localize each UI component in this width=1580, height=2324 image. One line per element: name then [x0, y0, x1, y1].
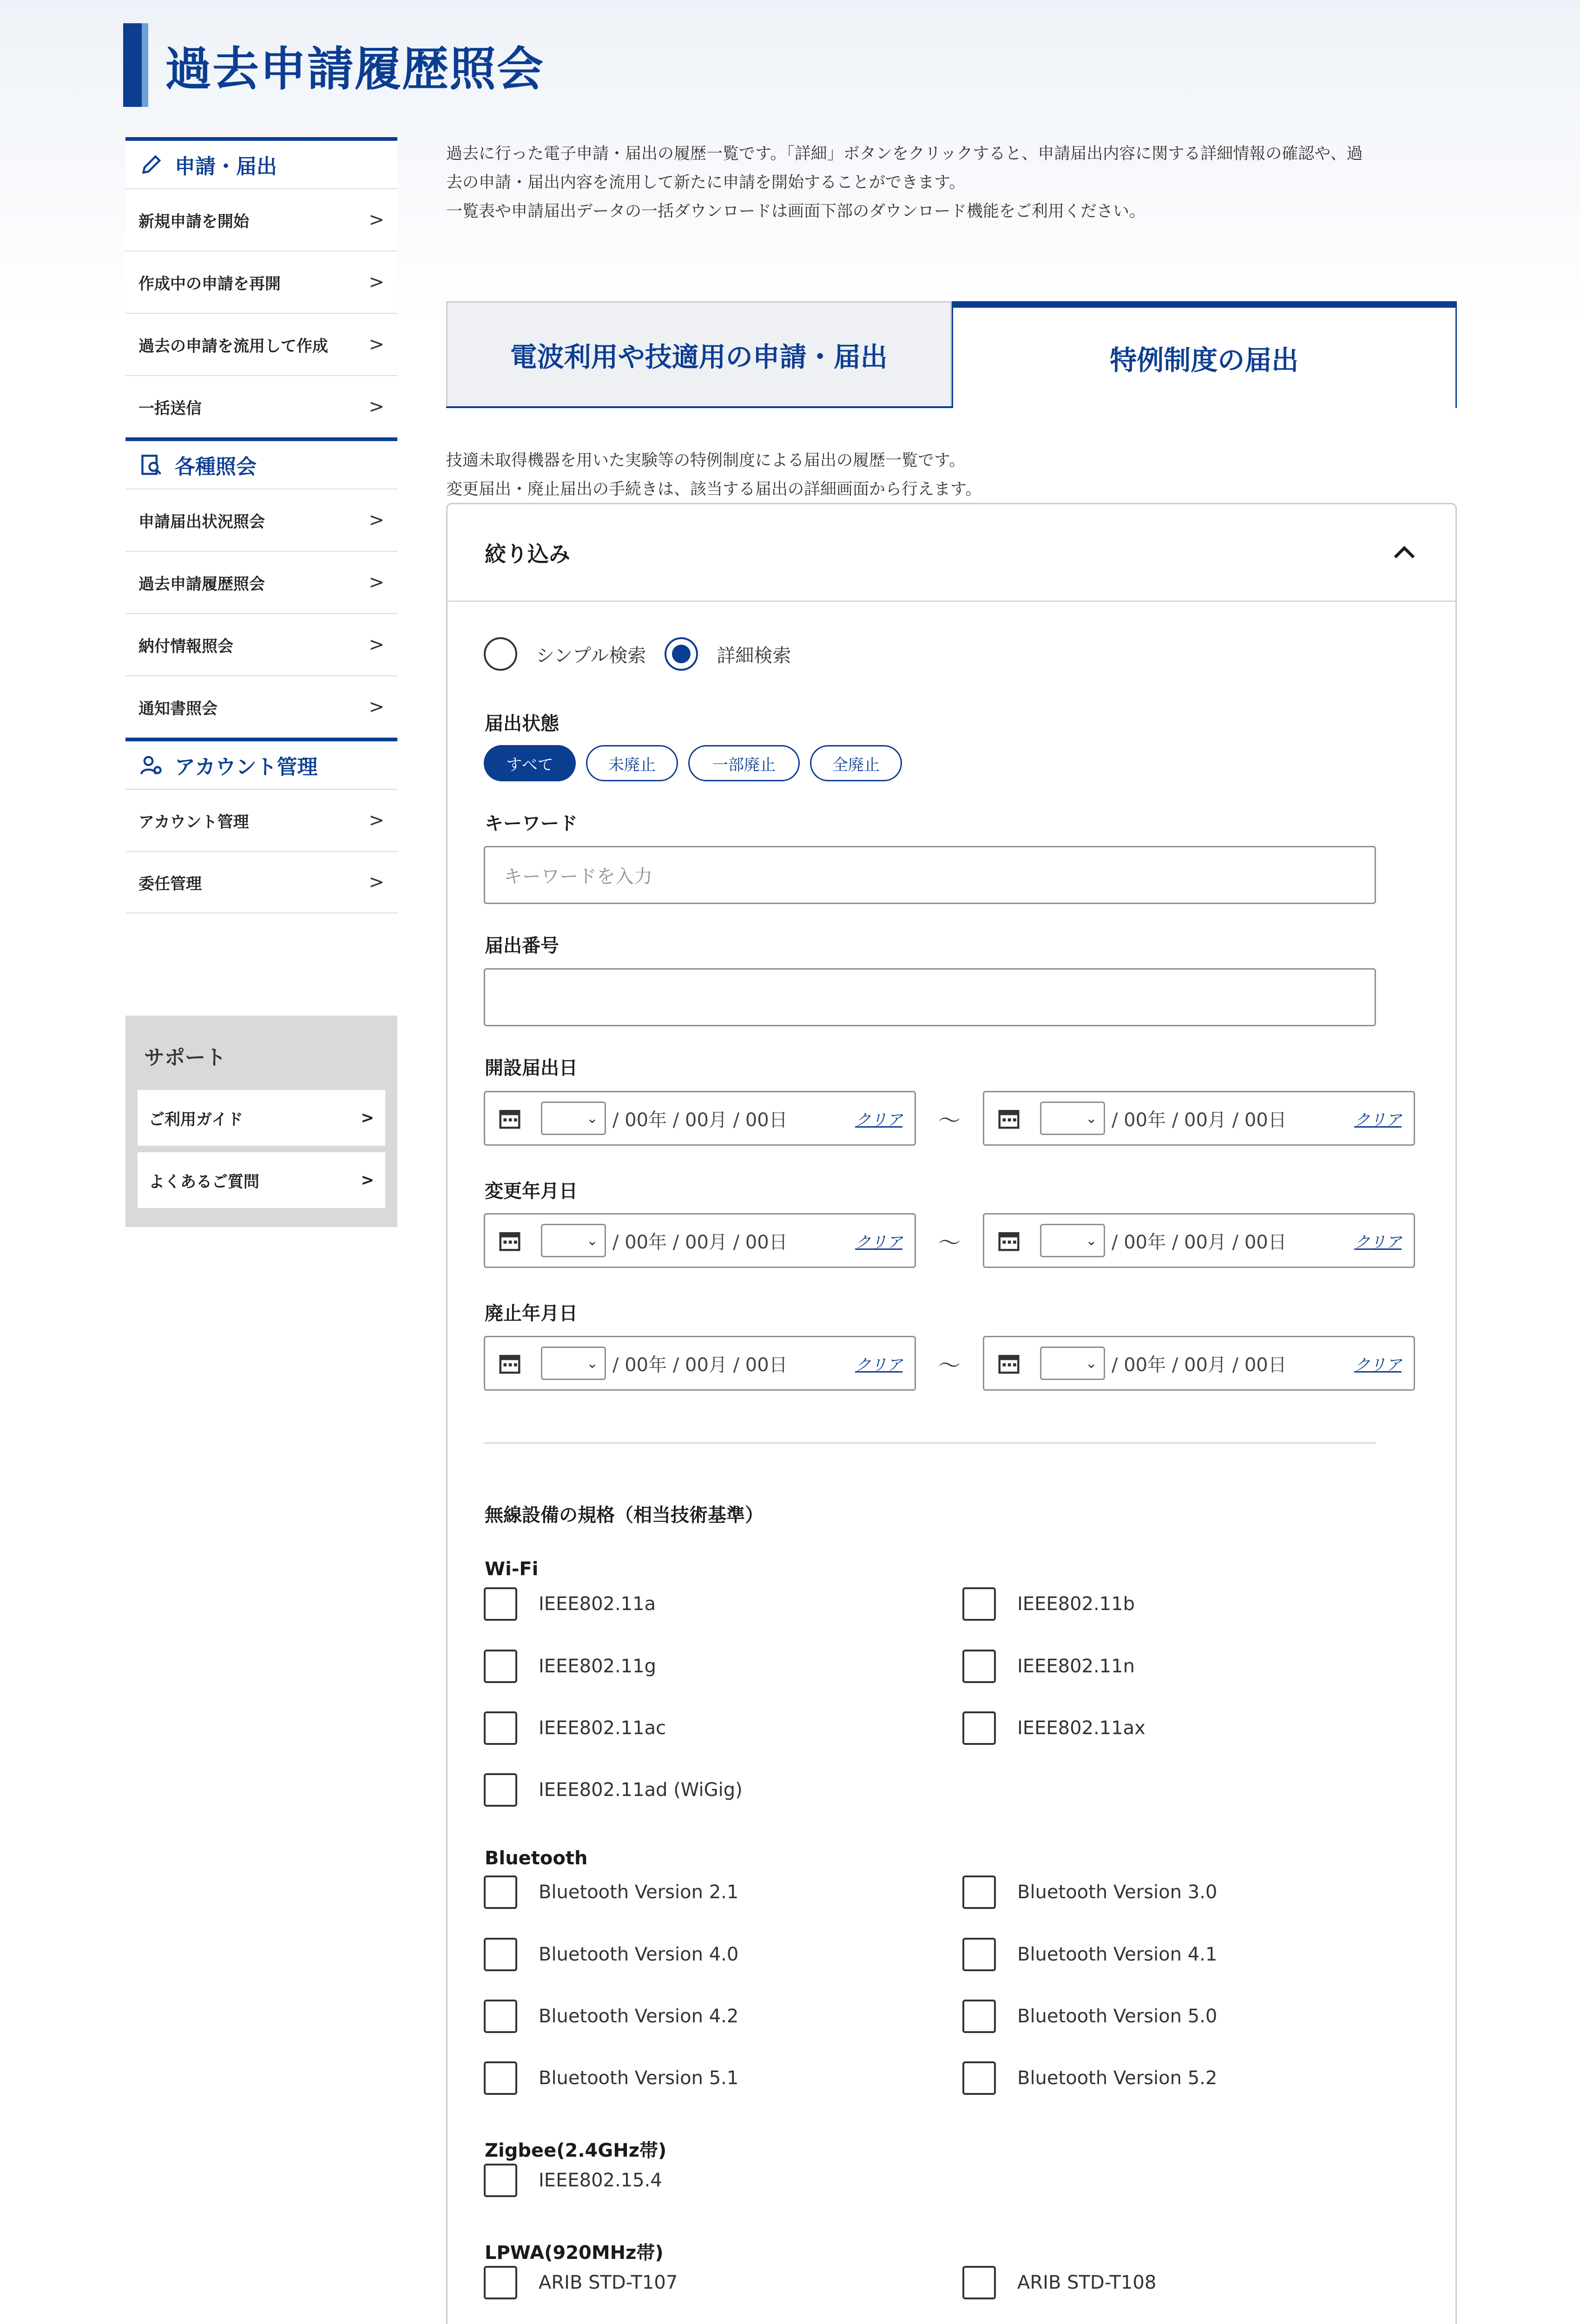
- year-select[interactable]: [541, 1347, 606, 1380]
- sidebar-item-delegation[interactable]: [125, 851, 397, 913]
- radio-detail-search[interactable]: [665, 637, 698, 671]
- chevron-down-icon: ⌄: [1085, 1110, 1098, 1127]
- date-open-from[interactable]: [484, 1091, 916, 1146]
- checkbox-label: ARIB STD-T108: [1017, 2272, 1157, 2293]
- checkbox-label: IEEE802.11g: [539, 1656, 656, 1677]
- tab-bar: [446, 301, 1457, 408]
- chevron-right-icon: >: [369, 209, 384, 231]
- sidebar-item-status-inquiry[interactable]: [125, 489, 397, 551]
- status-chips: [484, 745, 902, 781]
- year-select[interactable]: [1040, 1102, 1105, 1135]
- support-item-label: よくあるご質問: [149, 1172, 259, 1191]
- sidebar: [125, 137, 397, 913]
- date-change-from[interactable]: [484, 1213, 916, 1268]
- sidebar-item-label: 納付情報照会: [138, 637, 233, 656]
- support-item-faq[interactable]: [138, 1152, 385, 1208]
- date-abolish-to[interactable]: [983, 1336, 1415, 1391]
- checkbox-label: IEEE802.11ac: [539, 1717, 666, 1739]
- checkbox[interactable]: [484, 1650, 517, 1683]
- sidebar-section-account: [125, 738, 397, 789]
- year-select[interactable]: [541, 1224, 606, 1257]
- clear-link[interactable]: クリア: [1354, 1233, 1402, 1252]
- year-select[interactable]: [1040, 1224, 1105, 1257]
- checkbox[interactable]: [484, 1587, 517, 1621]
- radio-simple-search[interactable]: [484, 637, 517, 671]
- support-item-label: ご利用ガイド: [149, 1110, 243, 1129]
- checkbox-label: Bluetooth Version 2.1: [539, 1882, 739, 1903]
- number-label: 届出番号: [485, 935, 559, 957]
- checkbox[interactable]: [962, 1650, 996, 1683]
- page-header: [123, 23, 544, 107]
- sidebar-item-reuse[interactable]: [125, 313, 397, 375]
- year-select[interactable]: [541, 1102, 606, 1135]
- checkbox[interactable]: [962, 2266, 996, 2299]
- search-document-icon: [139, 453, 164, 477]
- search-mode: [484, 637, 791, 671]
- checkbox-row[interactable]: [484, 1711, 666, 1745]
- chevron-up-icon[interactable]: [1390, 539, 1418, 567]
- sidebar-item-account[interactable]: [125, 789, 397, 851]
- keyword-label: キーワード: [485, 813, 578, 834]
- date-abolish-label: 廃止年月日: [485, 1303, 578, 1324]
- chip-partially-abolished[interactable]: 一部廃止: [688, 745, 800, 781]
- tab-description: [446, 446, 1457, 504]
- group-label-wifi: Wi-Fi: [485, 1558, 539, 1580]
- account-gear-icon: [139, 753, 164, 777]
- year-select[interactable]: [1040, 1347, 1105, 1380]
- clear-link[interactable]: クリア: [855, 1233, 902, 1252]
- checkbox-label: Bluetooth Version 5.2: [1017, 2067, 1218, 2089]
- checkbox[interactable]: [962, 1587, 996, 1621]
- tab-radio-application[interactable]: 電波利用や技適用の申請・届出: [446, 301, 952, 406]
- clear-link[interactable]: クリア: [1354, 1110, 1402, 1129]
- radio-detail-label: 詳細検索: [717, 645, 791, 667]
- range-separator: 〜: [938, 1352, 961, 1379]
- chevron-down-icon: ⌄: [586, 1355, 598, 1372]
- intro-line: 一覧表や申請届出データの一括ダウンロードは画面下部のダウンロード機能をご利用ください。: [446, 202, 1146, 221]
- date-placeholder: / 00年 / 00月 / 00日: [1112, 1231, 1287, 1253]
- sidebar-item-label: 通知書照会: [138, 699, 217, 718]
- chevron-right-icon: >: [369, 810, 384, 831]
- number-input[interactable]: [484, 968, 1376, 1026]
- divider: [484, 1442, 1376, 1444]
- chevron-right-icon: >: [369, 334, 384, 355]
- chevron-right-icon: >: [361, 1109, 374, 1127]
- checkbox-label: Bluetooth Version 4.0: [539, 1944, 739, 1965]
- sidebar-item-label: 新規申請を開始: [138, 212, 249, 231]
- date-open-to[interactable]: [983, 1091, 1415, 1146]
- standards-title: 無線設備の規格（相当技術基準）: [485, 1505, 764, 1526]
- pencil-icon: [139, 152, 164, 177]
- chevron-down-icon: ⌄: [1085, 1355, 1098, 1372]
- checkbox-row[interactable]: [484, 2164, 662, 2197]
- checkbox-label: IEEE802.11n: [1017, 1656, 1135, 1677]
- chip-not-abolished[interactable]: 未廃止: [586, 745, 678, 781]
- checkbox[interactable]: [962, 2061, 996, 2095]
- clear-link[interactable]: クリア: [855, 1110, 902, 1129]
- tab-description-line: 変更届出・廃止届出の手続きは、該当する届出の詳細画面から行えます。: [446, 480, 982, 499]
- group-label-bluetooth: Bluetooth: [485, 1848, 588, 1869]
- checkbox[interactable]: [484, 1875, 517, 1909]
- support-item-guide[interactable]: [138, 1090, 385, 1146]
- intro-text: [446, 139, 1459, 226]
- chevron-right-icon: >: [369, 634, 384, 655]
- checkbox-label: Bluetooth Version 4.1: [1017, 1944, 1218, 1965]
- date-placeholder: / 00年 / 00月 / 00日: [612, 1231, 788, 1253]
- checkbox[interactable]: [962, 1875, 996, 1909]
- chip-all[interactable]: すべて: [484, 745, 576, 781]
- intro-line: 過去に行った電子申請・届出の履歴一覧です。「詳細」ボタンをクリックすると、申請届出内容に関する詳細情報の確認や、過: [446, 145, 1363, 163]
- date-open-label: 開設届出日: [485, 1057, 578, 1079]
- checkbox-row[interactable]: [962, 1650, 1135, 1683]
- chevron-down-icon: ⌄: [586, 1110, 598, 1127]
- calendar-icon: [497, 1228, 522, 1253]
- chevron-right-icon: >: [369, 271, 384, 293]
- calendar-icon: [996, 1351, 1021, 1376]
- date-abolish-range: [484, 1336, 1415, 1391]
- checkbox[interactable]: [484, 2061, 517, 2095]
- checkbox-row[interactable]: [962, 2000, 1217, 2033]
- checkbox-row[interactable]: [484, 1875, 738, 1909]
- date-change-range: [484, 1213, 1415, 1268]
- range-separator: 〜: [938, 1229, 961, 1256]
- checkbox[interactable]: [962, 2000, 996, 2033]
- sidebar-section-inquiry: [125, 437, 397, 489]
- group-label-lpwa: LPWA(920MHz帯): [485, 2242, 664, 2264]
- calendar-icon: [497, 1106, 522, 1131]
- checkbox-label: Bluetooth Version 5.0: [1017, 2006, 1218, 2027]
- chevron-right-icon: >: [369, 696, 384, 718]
- calendar-icon: [996, 1228, 1021, 1253]
- tab-special-notification[interactable]: 特例制度の届出: [952, 301, 1457, 408]
- intro-line: 去の申請・届出内容を流用して新たに申請を開始することができます。: [446, 173, 966, 192]
- sidebar-section-title: 申請・届出: [175, 155, 277, 178]
- checkbox-label: ARIB STD-T107: [539, 2272, 678, 2293]
- checkbox-label: IEEE802.11ad (WiGig): [539, 1779, 743, 1801]
- chevron-right-icon: >: [369, 572, 384, 593]
- checkbox-row[interactable]: [962, 1711, 1146, 1745]
- checkbox[interactable]: [484, 2000, 517, 2033]
- checkbox-row[interactable]: [962, 1587, 1135, 1621]
- chevron-right-icon: >: [361, 1171, 374, 1189]
- checkbox-label: IEEE802.11b: [1017, 1593, 1135, 1615]
- title-accent-bar: [123, 23, 142, 107]
- sidebar-item-notice[interactable]: [125, 675, 397, 738]
- checkbox-label: Bluetooth Version 3.0: [1017, 1882, 1218, 1903]
- date-placeholder: / 00年 / 00月 / 00日: [612, 1354, 788, 1376]
- calendar-icon: [996, 1106, 1021, 1131]
- chevron-right-icon: >: [369, 872, 384, 893]
- sidebar-item-history[interactable]: [125, 551, 397, 613]
- keyword-input[interactable]: キーワードを入力: [484, 846, 1376, 904]
- date-open-range: [484, 1091, 1415, 1146]
- sidebar-item-label: 過去申請履歴照会: [138, 574, 265, 594]
- checkbox-row[interactable]: [962, 2061, 1217, 2095]
- chevron-right-icon: >: [369, 396, 384, 417]
- date-change-to[interactable]: [983, 1213, 1415, 1268]
- checkbox-label: IEEE802.15.4: [539, 2170, 662, 2191]
- support-box: [125, 1016, 397, 1227]
- clear-link[interactable]: クリア: [1354, 1355, 1402, 1374]
- sidebar-item-new-application[interactable]: [125, 188, 397, 251]
- sidebar-item-label: 一括送信: [138, 399, 202, 418]
- clear-link[interactable]: クリア: [855, 1355, 902, 1374]
- checkbox[interactable]: [484, 2266, 517, 2299]
- sidebar-section-application: [125, 137, 397, 188]
- checkbox-label: Bluetooth Version 5.1: [539, 2067, 739, 2089]
- checkbox[interactable]: [962, 1711, 996, 1745]
- sidebar-item-label: 作成中の申請を再開: [138, 274, 281, 293]
- checkbox-label: Bluetooth Version 4.2: [539, 2006, 739, 2027]
- checkbox-row[interactable]: [962, 1938, 1217, 1971]
- checkbox-row[interactable]: [484, 2266, 678, 2299]
- checkbox-row[interactable]: [484, 2000, 738, 2033]
- filter-panel-header[interactable]: [448, 504, 1455, 602]
- sidebar-item-label: 過去の申請を流用して作成: [138, 337, 328, 356]
- sidebar-item-label: 申請届出状況照会: [138, 512, 265, 531]
- date-placeholder: / 00年 / 00月 / 00日: [1112, 1354, 1287, 1376]
- chevron-down-icon: ⌄: [1085, 1232, 1098, 1249]
- sidebar-item-label: アカウント管理: [138, 812, 249, 832]
- sidebar-section-title: アカウント管理: [175, 755, 318, 779]
- checkbox-row[interactable]: [484, 1938, 738, 1971]
- filter-title: 絞り込み: [485, 541, 570, 567]
- status-label: 届出状態: [485, 713, 559, 734]
- date-abolish-from[interactable]: [484, 1336, 916, 1391]
- filter-panel: [446, 503, 1457, 2324]
- date-change-label: 変更年月日: [485, 1181, 578, 1202]
- chevron-down-icon: ⌄: [586, 1232, 598, 1249]
- sidebar-item-resume[interactable]: [125, 251, 397, 313]
- radio-simple-label: シンプル検索: [536, 645, 646, 667]
- checkbox-row[interactable]: [484, 1587, 656, 1621]
- checkbox-label: IEEE802.11ax: [1017, 1717, 1146, 1739]
- checkbox-row[interactable]: [484, 1650, 656, 1683]
- date-placeholder: / 00年 / 00月 / 00日: [1112, 1109, 1287, 1131]
- checkbox[interactable]: [484, 2164, 517, 2197]
- sidebar-item-label: 委任管理: [138, 874, 202, 893]
- range-separator: 〜: [938, 1107, 961, 1134]
- checkbox-row[interactable]: [962, 2266, 1156, 2299]
- checkbox-label: IEEE802.11a: [539, 1593, 656, 1615]
- chip-fully-abolished[interactable]: 全廃止: [810, 745, 902, 781]
- checkbox-row[interactable]: [484, 1773, 743, 1807]
- chevron-right-icon: >: [369, 509, 384, 531]
- group-label-zigbee: Zigbee(2.4GHz帯): [485, 2140, 667, 2161]
- tab-description-line: 技適未取得機器を用いた実験等の特例制度による届出の履歴一覧です。: [446, 451, 966, 470]
- checkbox-row[interactable]: [962, 1875, 1217, 1909]
- checkbox[interactable]: [484, 1773, 517, 1807]
- checkbox[interactable]: [484, 1711, 517, 1745]
- date-placeholder: / 00年 / 00月 / 00日: [612, 1109, 788, 1131]
- sidebar-section-title: 各種照会: [175, 455, 257, 479]
- checkbox-row[interactable]: [484, 2061, 738, 2095]
- sidebar-item-payment[interactable]: [125, 613, 397, 675]
- sidebar-item-bulk-send[interactable]: [125, 375, 397, 437]
- checkbox[interactable]: [962, 1938, 996, 1971]
- checkbox[interactable]: [484, 1938, 517, 1971]
- page-title: 過去申請履歴照会: [165, 42, 544, 96]
- support-title: サポート: [144, 1046, 226, 1070]
- calendar-icon: [497, 1351, 522, 1376]
